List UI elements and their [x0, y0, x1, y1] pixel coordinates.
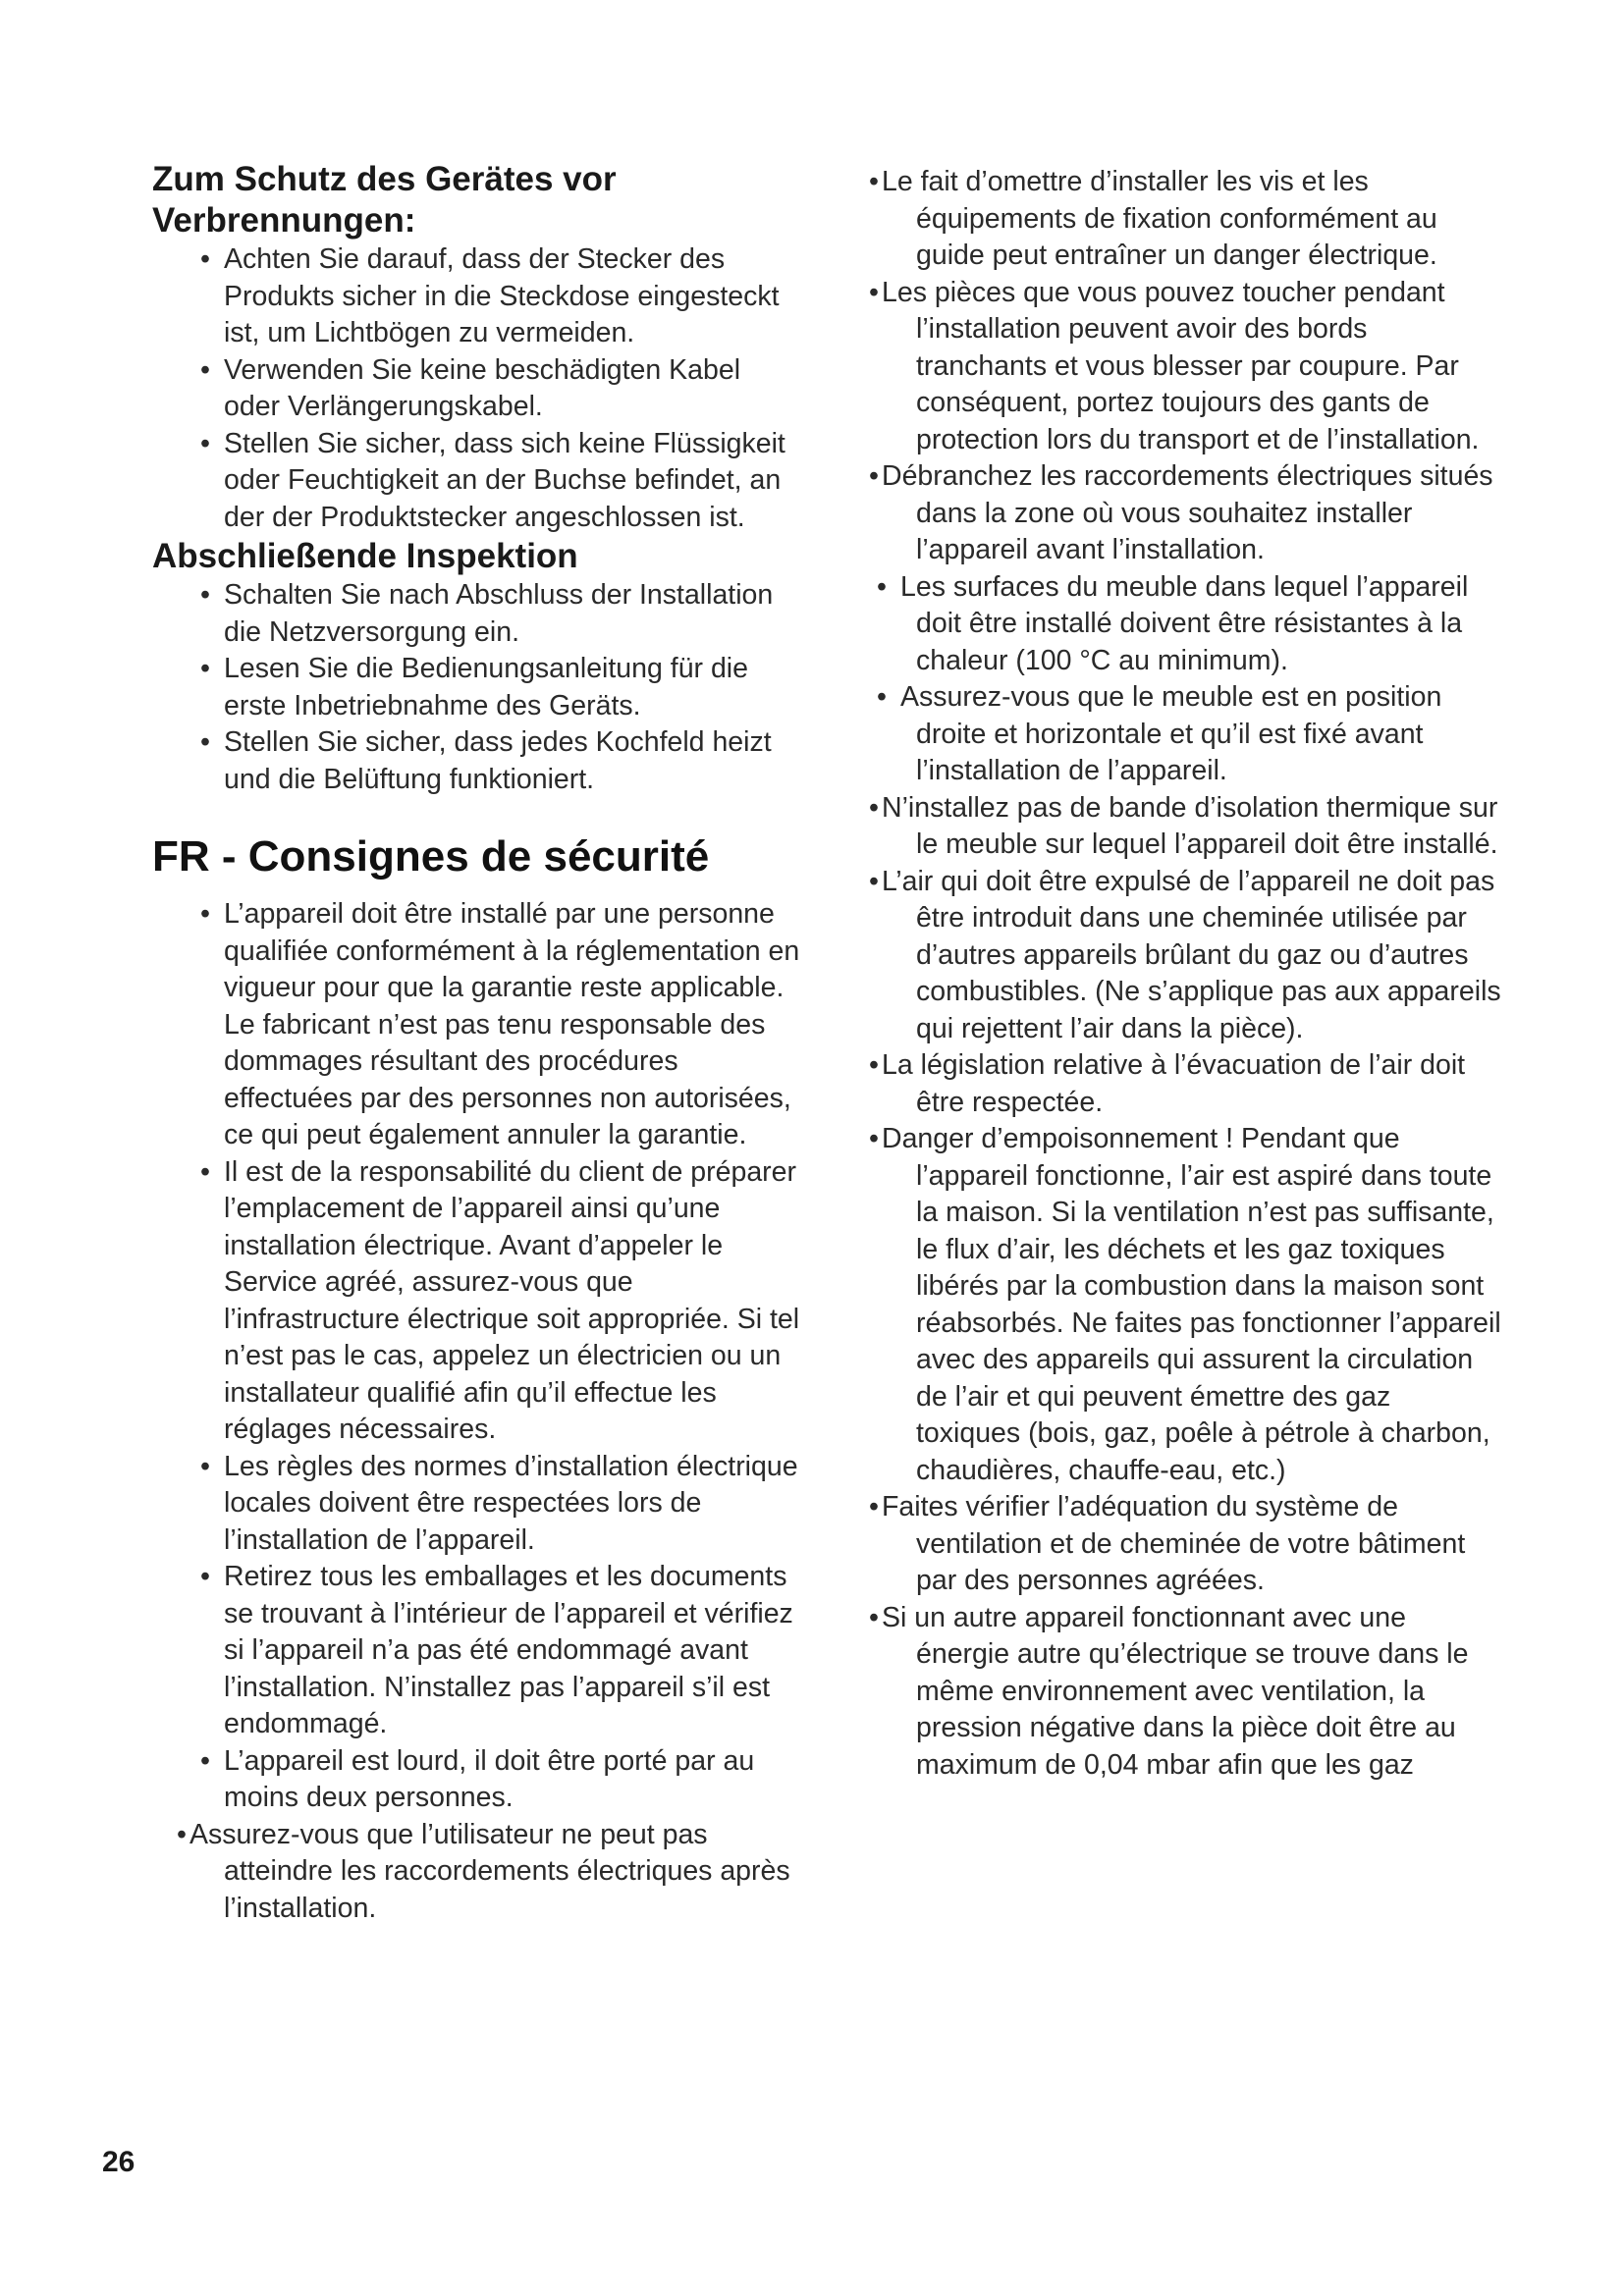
list-item: • Stellen Sie sicher, dass jedes Kochfeld heizt und die Belüftung funktioniert.: [152, 724, 800, 798]
list-item: • Lesen Sie die Bedienungsanleitung für die erste Inbetriebnahme des Geräts.: [152, 651, 800, 724]
list-item: • Les surfaces du meuble dans lequel l’appareil doit être installé doivent être résistantes à la chaleur (100 °C au minimum).: [864, 569, 1502, 680]
list-item: • Il est de la responsabilité du client de préparer l’emplacement de l’appareil ainsi qu’une installation électrique. Avant d’appeler le Service agréé, assurez-vous que l’infrastructure électrique soit appropriée. Si tel n’est pas le cas, appelez un électricien ou un installateur qualifié afin qu’il effectue les réglages nécessaires.: [152, 1154, 800, 1449]
list-item: • L’appareil doit être installé par une personne qualifiée conformément à la réglementation en vigueur pour que la garantie reste applicable. Le fabricant n’est pas tenu responsable des dommages résultant des procédures effectuées par des personnes non autorisées, ce qui peut également annuler la garantie.: [152, 896, 800, 1154]
list-item: • L’appareil est lourd, il doit être porté par au moins deux personnes.: [152, 1743, 800, 1817]
right-column: [864, 164, 1502, 1784]
list-item: • Stellen Sie sicher, dass sich keine Flüssigkeit oder Feuchtigkeit an der Buchse befindet, an der der Produktstecker angeschlossen ist.: [152, 426, 800, 537]
section-title-final-inspection: Abschließende Inspektion: [152, 537, 578, 575]
section-title-burn-protection: Zum Schutz des Gerätes vor Verbrennungen:: [152, 160, 617, 240]
list-item: • Assurez-vous que l’utilisateur ne peut pas atteindre les raccordements électriques après l’installation.: [152, 1817, 800, 1928]
list-item: • Faites vérifier l’adéquation du système de ventilation et de cheminée de votre bâtiment par des personnes agréées.: [864, 1489, 1502, 1600]
burn-protection-list: [152, 241, 800, 536]
list-item: • N’installez pas de bande d’isolation thermique sur le meuble sur lequel l’appareil doit être installé.: [864, 790, 1502, 864]
final-inspection-list: [152, 577, 800, 798]
list-item: • Débranchez les raccordements électriques situés dans la zone où vous souhaitez installer l’appareil avant l’installation.: [864, 458, 1502, 569]
left-column: [152, 159, 800, 1927]
list-item: • Les règles des normes d’installation électrique locales doivent être respectées lors de l’installation de l’appareil.: [152, 1449, 800, 1560]
list-item: • Les pièces que vous pouvez toucher pendant l’installation peuvent avoir des bords tranchants et vous blesser par coupure. Par conséquent, portez toujours des gants de protection lors du transport et de l’installation.: [864, 275, 1502, 459]
page-number: 26: [102, 2146, 135, 2178]
list-item: • Achten Sie darauf, dass der Stecker des Produkts sicher in die Steckdose eingesteckt ist, um Lichtbögen zu vermeiden.: [152, 241, 800, 352]
list-item: • L’air qui doit être expulsé de l’appareil ne doit pas être introduit dans une cheminée utilisée par d’autres appareils brûlant du gaz ou d’autres combustibles. (Ne s’applique pas aux appareils qui rejettent l’air dans la pièce).: [864, 864, 1502, 1048]
section-title-fr-safety: FR - Consignes de sécurité: [152, 832, 710, 881]
list-item: • La législation relative à l’évacuation de l’air doit être respectée.: [864, 1047, 1502, 1121]
list-item: • Le fait d’omettre d’installer les vis et les équipements de fixation conformément au guide peut entraîner un danger électrique.: [864, 164, 1502, 275]
list-item: • Schalten Sie nach Abschluss der Installation die Netzversorgung ein.: [152, 577, 800, 651]
list-item: • Danger d’empoisonnement ! Pendant que l’appareil fonctionne, l’air est aspiré dans toute la maison. Si la ventilation n’est pas suffisante, le flux d’air, les déchets et les gaz toxiques libérés par la combustion dans la maison sont réabsorbés. Ne faites pas fonctionner l’appareil avec des appareils qui assurent la circulation de l’air et qui peuvent émettre des gaz toxiques (bois, gaz, poêle à pétrole à charbon, chaudières, chauffe-eau, etc.): [864, 1121, 1502, 1489]
list-item: • Retirez tous les emballages et les documents se trouvant à l’intérieur de l’appareil et vérifiez si l’appareil n’a pas été endommagé avant l’installation. N’installez pas l’appareil s’il est endommagé.: [152, 1559, 800, 1743]
list-item: • Si un autre appareil fonctionnant avec une énergie autre qu’électrique se trouve dans le même environnement avec ventilation, la pression négative dans la pièce doit être au maximum de 0,04 mbar afin que les gaz: [864, 1600, 1502, 1785]
list-item: • Verwenden Sie keine beschädigten Kabel oder Verlängerungskabel.: [152, 352, 800, 426]
fr-safety-list-continued: [864, 164, 1502, 1784]
fr-safety-list: [152, 896, 800, 1927]
list-item: • Assurez-vous que le meuble est en position droite et horizontale et qu’il est fixé avant l’installation de l’appareil.: [864, 679, 1502, 790]
